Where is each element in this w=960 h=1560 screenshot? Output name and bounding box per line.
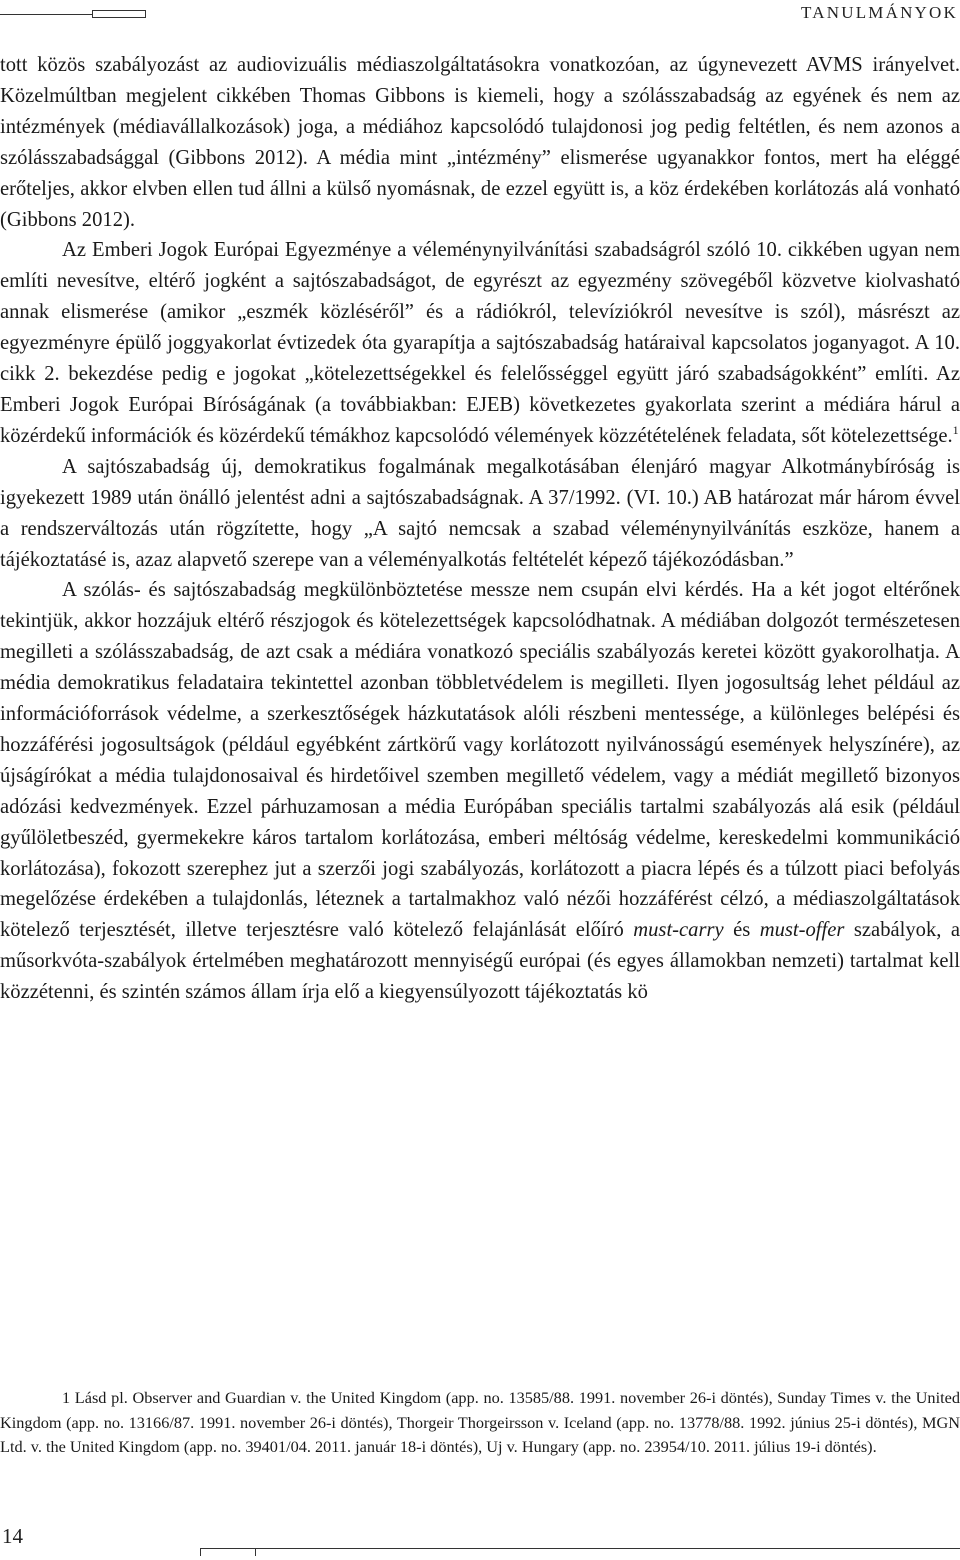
- footnote-1: [0, 1386, 960, 1460]
- header-box-ornament: [92, 10, 146, 18]
- paragraph-2: [0, 235, 960, 451]
- paragraph-4: [0, 575, 960, 1008]
- footer-box-ornament: [200, 1548, 256, 1556]
- text-segment: Az Emberi Jogok Európai Egyezménye a véleménynyilvánítási szabadságról szóló 10. cikkében ugyan nem említi nevesítve, eltérő jogként a sajtószabadságot, de egyrészt az egyezmény szövegéből közvetve kiolvasható annak elismerése (amikor „eszmék közléséről” és a rádiókról, televíziókról nevesítve is szól), másrészt az egyezményre épülő joggyakorlat évtizedek óta gyarapítja a sajtószabadság határaival kapcsolatos joganyagot. A 10. cikk 2. bekezdése pedig e jogokat „kötelezettségekkel és felelősséggel együtt járó szabadságokként” említi. Az Emberi Jogok Európai Bíróságának (a továbbiakban: EJEB) következetes gyakorlata szerint a médiára hárul a közérdekű információk és közérdekű témákhoz kapcsolódó vélemények közzétételének feladata, sőt kötelezettsége.: [0, 239, 960, 447]
- page-number: 14: [2, 1524, 23, 1548]
- paragraph-3: [0, 452, 960, 576]
- footnote-text: Lásd pl. Observer and Guardian v. the United Kingdom (app. no. 13585/88. 1991. november 26-i döntés), Sunday Times v. the United Kingdom (app. no. 13166/87. 1991. november 26-i döntés), Thorgeir Thorgeirsson v. Iceland (app. no. 13778/88. 1992. június 25-i döntés), MGN Ltd. v. the United Kingdom (app. no. 39401/04. 2011. január 18-i döntés), Uj v. Hungary (app. no. 23954/10. 2011. július 19-i döntés).: [0, 1388, 960, 1456]
- italic-term: must-carry: [633, 919, 724, 942]
- text-segment: tott közös szabályozást az audiovizuális médiaszolgáltatásokra vonatkozóan, az úgynevezett AVMS irányelvet. Közelmúltban megjelent cikkében Thomas Gibbons is kiemeli, hogy a szólásszabadság az egyének és nem az intézmények (médiavállalkozások) joga, a médiához kapcsolódó tulajdonosi jog pedig feltétlen, és nem azonos a szólásszabadsággal (Gibbons 2012). A média mint „intézmény” elismerése ugyanakkor fontos, mert ha eléggé erőteljes, akkor elvben ellen tud állni a külső nyomásnak, de ezzel együtt is, a köz érdekében korlátozás alá vonható (Gibbons 2012).: [0, 54, 960, 231]
- running-head: TANULMÁNYOK: [801, 3, 958, 22]
- text-segment: A szólás- és sajtószabadság megkülönböztetése messze nem csupán elvi kérdés. Ha a két jogot eltérőnek tekintjük, akkor hozzájuk eltérő részjogok és kötelezettségek kapcsolódhatnak. A médiában dolgozót természetesen megilleti a szólásszabadság, de azt csak a médiára vonatkozó speciális szabályozás keretei között gyakorolhatja. A média demokratikus feladataira tekintettel azonban többletvédelem is megilleti. Ilyen jogosultság lehet például az információforrások védelme, a szerkesztőségek házkutatások alóli részbeni mentessége, a különleges belépési és hozzáférési jogosultságok (például egyébként zártkörű vagy korlátozott nyilvánosságú események helyszínére), az újságírókat a média tulajdonosaival és hirdetőivel szemben megillető védelem, vagy a médiát megillető bizonyos adózási kedvezmények. Ezzel párhuzamosan a média Európában speciális tartalmi szabályozás alá esik (például gyűlöletbeszéd, gyermekekre káros tartalom korlátozása, emberi méltóság védelme, kereskedelmi kommunikáció korlátozása), fokozott szerephez jut a szerzői jogi szabályozás, korlátozott a piacra lépés és a túlzott piaci befolyás megelőzése érdekében a tulajdonlás, léteznek a tartalmakhoz való nézői hozzáférést célzó, a médiaszolgáltatások kötelező terjesztését, illetve terjesztésre való kötelező felajánlását előíró: [0, 579, 960, 942]
- article-body: [0, 50, 960, 1008]
- footer-rule: [256, 1548, 960, 1549]
- footnote-ref[interactable]: 1: [952, 423, 959, 438]
- italic-term: must-offer: [759, 919, 845, 942]
- text-segment: és: [723, 919, 760, 942]
- text-segment: A sajtószabadság új, demokratikus fogalmának megalkotásában élenjáró magyar Alkotmánybíróság is igyekezett 1989 után önálló jelentést adni a sajtószabadságnak. A 37/1992. (VI. 10.) AB határozat már három évvel a rendszerváltozás után rögzítette, hogy „A sajtó nemcsak a szabad véleménynyilvánítás eszköze, hanem a tájékoztatásé is, azaz alapvető szerepe van a véleményalkotás feltételét képező tájékozódásban.”: [0, 455, 960, 571]
- paragraph-1: [0, 50, 960, 235]
- header-rule: [0, 14, 92, 15]
- text-segment: szabályok, a műsorkvóta-szabályok értelmében meghatározott mennyiségű európai (és egyes államokban nemzeti) tartalmat kell közzétenni, és szintén számos állam írja elő a kiegyensúlyozott tájékoztatás kö: [0, 919, 960, 1004]
- footnote-number: 1: [62, 1388, 71, 1407]
- footnote: [0, 1386, 960, 1460]
